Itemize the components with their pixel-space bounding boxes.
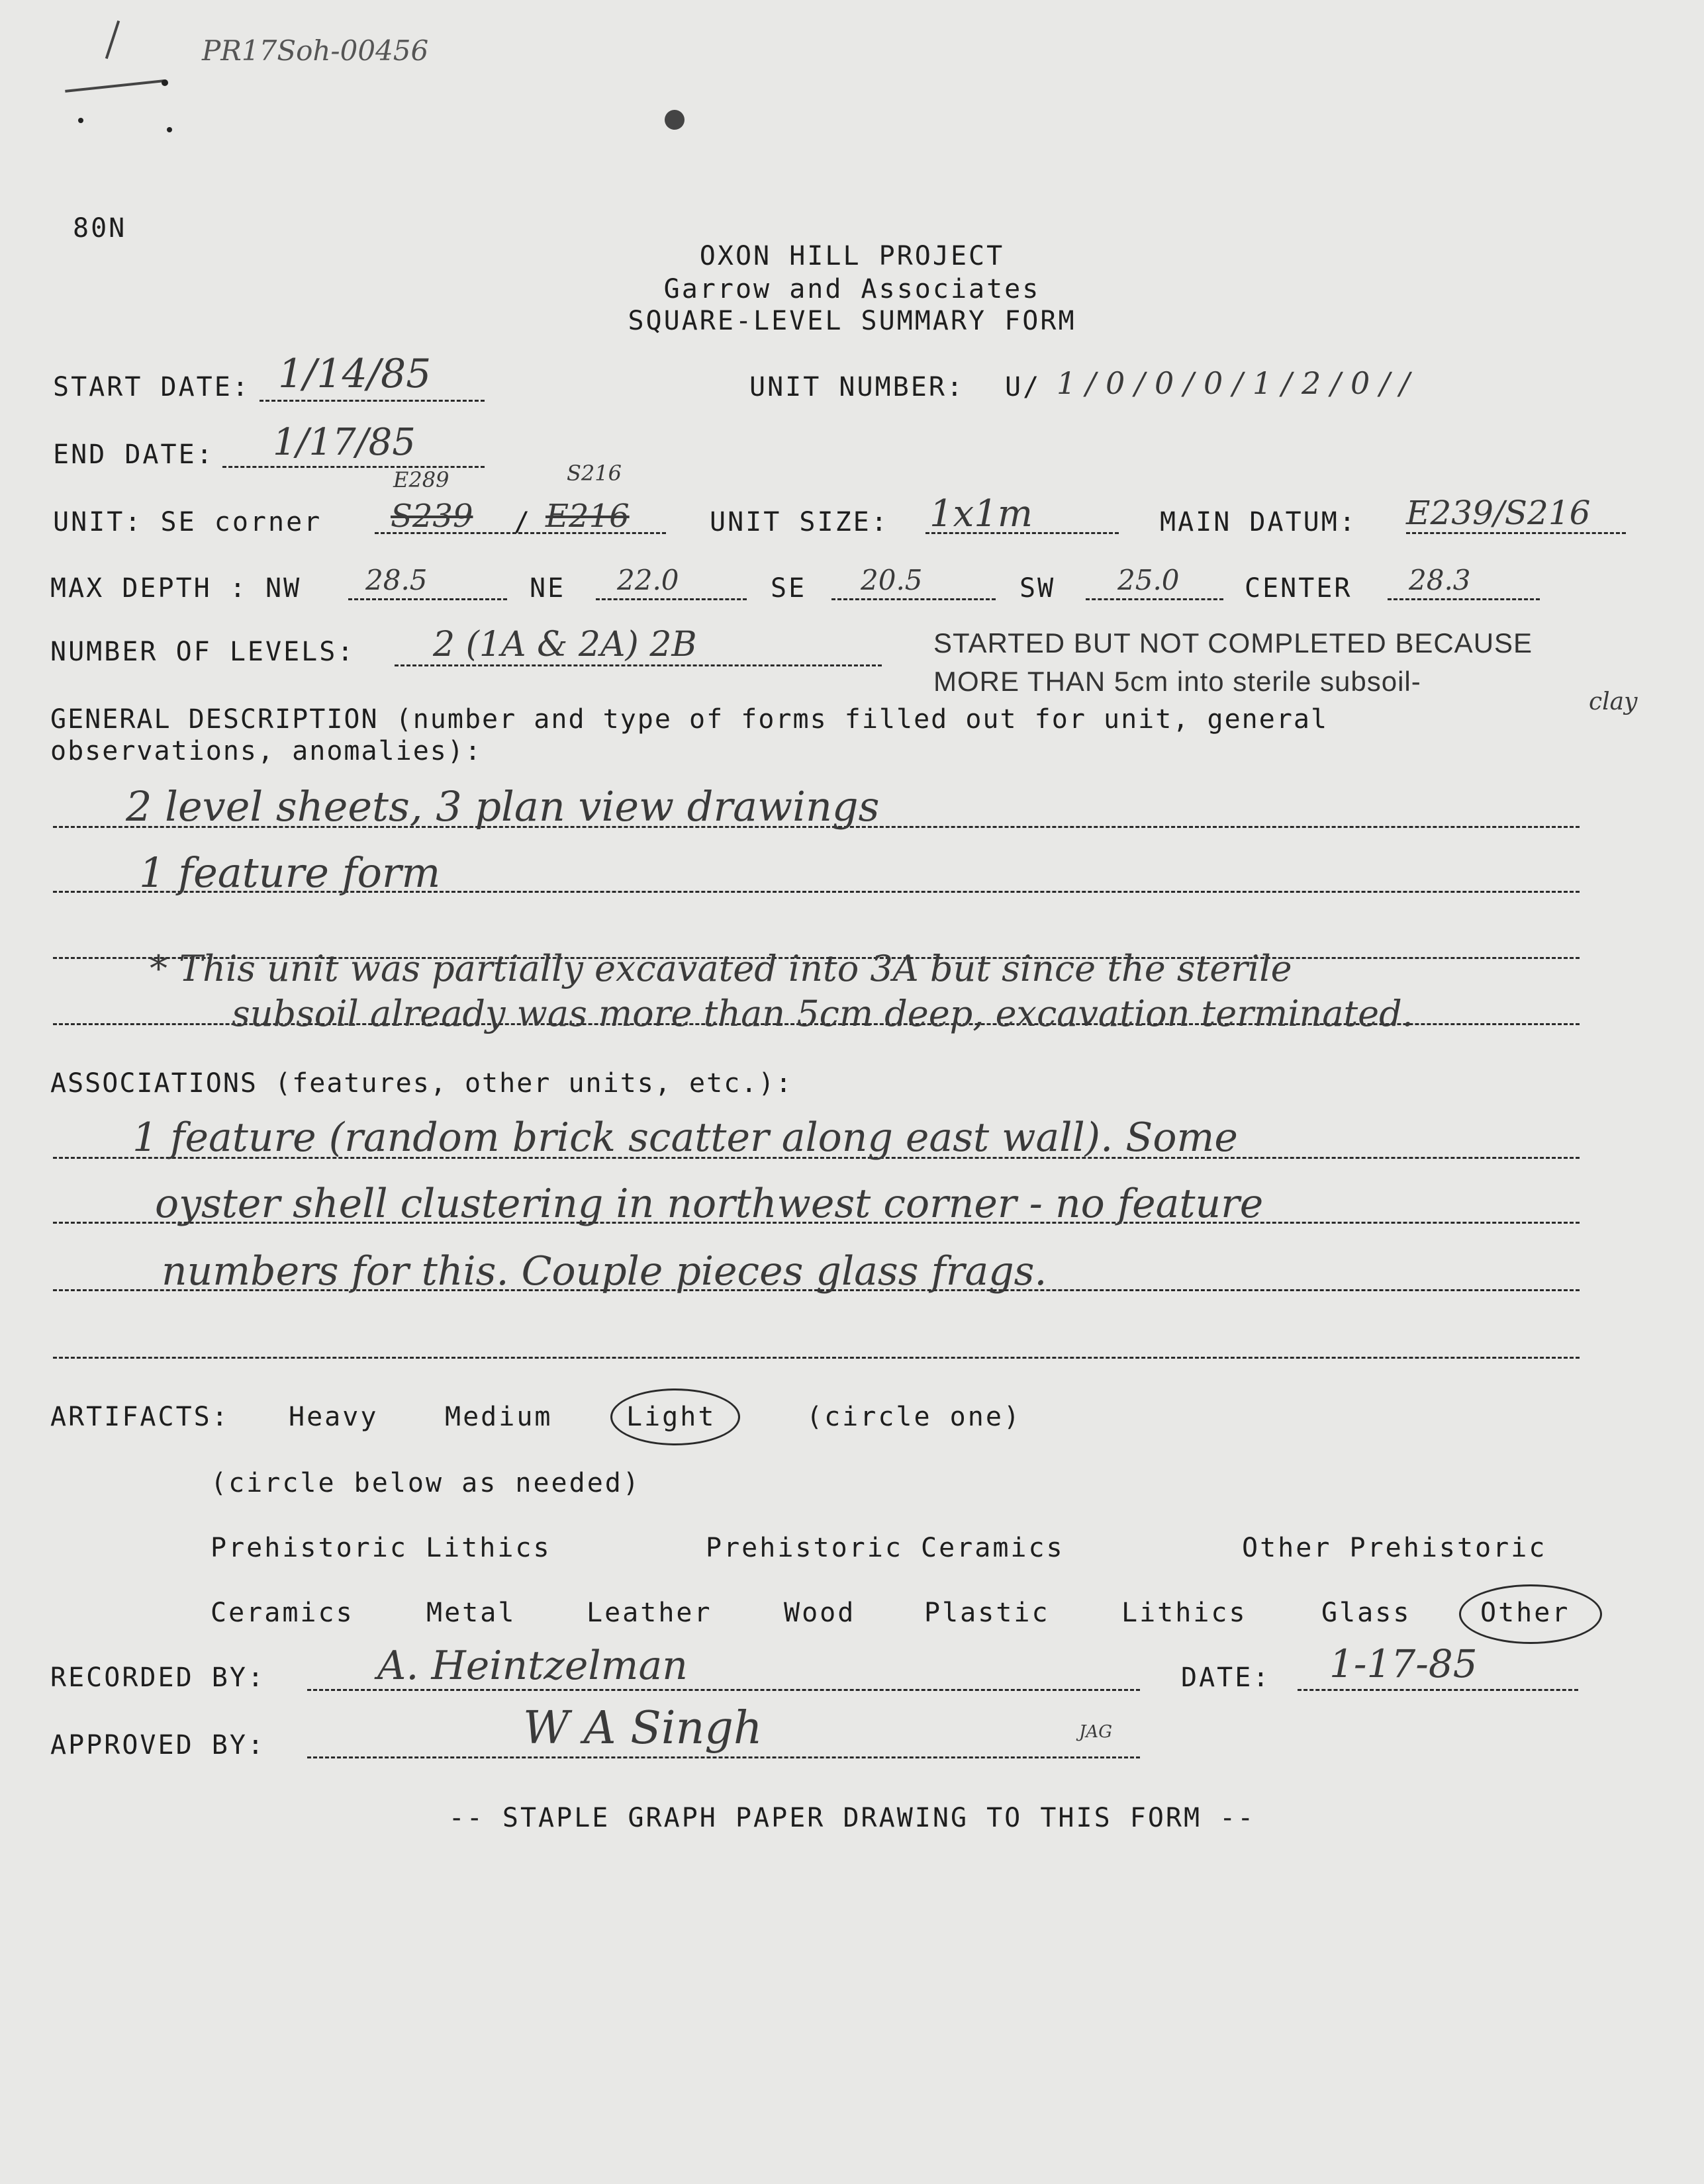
assoc-entry-1: 1 feature (random brick scatter along east wall). Some — [132, 1115, 1238, 1161]
ne-label: NE — [530, 573, 566, 604]
circle-below-instruction: (circle below as needed) — [211, 1468, 641, 1498]
approved-by-signature: W A Singh — [523, 1702, 763, 1754]
approved-initials: JAG — [1079, 1722, 1112, 1742]
artifact-ceramics[interactable]: Ceramics — [211, 1598, 354, 1628]
assoc-entry-2: oyster shell clustering in northwest corner - no feature — [155, 1181, 1264, 1227]
levels-line — [395, 664, 882, 666]
speck — [162, 79, 168, 86]
ne-depth-line — [596, 598, 747, 600]
company-name: Garrow and Associates — [663, 274, 1041, 304]
levels-label: NUMBER OF LEVELS: — [50, 637, 355, 667]
nw-depth-value: 28.5 — [365, 564, 428, 596]
punch-hole — [665, 110, 685, 130]
sw-depth-value: 25.0 — [1117, 564, 1180, 596]
staple-instruction: -- STAPLE GRAPH PAPER DRAWING TO THIS FORM -- — [448, 1803, 1256, 1833]
unit-struck-south: S239 — [391, 498, 473, 535]
levels-note-line1: STARTED BUT NOT COMPLETED BECAUSE — [933, 627, 1533, 659]
artifact-amount-heavy[interactable]: Heavy — [289, 1402, 379, 1432]
max-depth-label: MAX DEPTH : NW — [50, 573, 302, 604]
sw-label: SW — [1019, 573, 1056, 604]
light-selection-circle — [610, 1388, 740, 1445]
assoc-line-4 — [53, 1357, 1580, 1359]
speck — [167, 127, 172, 132]
artifact-prehistoric-lithics[interactable]: Prehistoric Lithics — [211, 1533, 551, 1563]
se-depth-line — [831, 598, 996, 600]
circle-one-instruction: (circle one) — [806, 1402, 1021, 1432]
unit-label: UNIT: SE corner — [53, 507, 322, 537]
unit-size-label: UNIT SIZE: — [710, 507, 889, 537]
artifact-metal[interactable]: Metal — [426, 1598, 516, 1628]
artifact-other[interactable]: Other — [1480, 1598, 1570, 1628]
gd-entry-1: 2 level sheets, 3 plan view drawings — [126, 782, 880, 831]
artifact-amount-medium[interactable]: Medium — [445, 1402, 553, 1432]
corner-mark — [105, 21, 120, 59]
unit-correction-east: E289 — [393, 467, 450, 492]
unit-number-prefix: U/ — [1005, 372, 1041, 402]
assoc-entry-3: numbers for this. Couple pieces glass frags. — [162, 1248, 1047, 1295]
artifact-glass[interactable]: Glass — [1321, 1598, 1411, 1628]
se-label: SE — [771, 573, 807, 604]
main-datum-label: MAIN DATUM: — [1160, 507, 1357, 537]
recorded-by-label: RECORDED BY: — [50, 1662, 265, 1693]
gd-entry-4: subsoil already was more than 5cm deep, excavation terminated. — [232, 993, 1413, 1034]
approved-by-label: APPROVED BY: — [50, 1730, 265, 1760]
unit-line — [375, 532, 666, 534]
project-title: OXON HILL PROJECT — [699, 241, 1005, 271]
center-label: CENTER — [1245, 573, 1352, 604]
recorded-by-signature: A. Heintzelman — [377, 1643, 688, 1689]
signoff-date-value: 1-17-85 — [1329, 1641, 1478, 1686]
sw-depth-line — [1086, 598, 1223, 600]
se-depth-value: 20.5 — [861, 564, 923, 596]
artifact-leather[interactable]: Leather — [587, 1598, 712, 1628]
recorded-by-line — [307, 1689, 1140, 1691]
end-date-label: END DATE: — [53, 439, 214, 470]
other-selection-circle — [1459, 1584, 1602, 1644]
artifact-lithics[interactable]: Lithics — [1121, 1598, 1247, 1628]
signoff-date-line — [1298, 1689, 1578, 1691]
unit-size-line — [925, 532, 1119, 534]
unit-size-value: 1x1m — [929, 492, 1033, 535]
unit-number-label: UNIT NUMBER: — [749, 372, 965, 402]
unit-number-value: 1 / 0 / 0 / 0 / 1 / 2 / 0 / / — [1057, 365, 1410, 401]
unit-correction-south: S216 — [567, 461, 622, 486]
corner-mark — [65, 79, 164, 93]
start-date-line — [260, 400, 485, 402]
levels-note-line2: MORE THAN 5cm into sterile subsoil- — [933, 666, 1421, 697]
unit-slash: / — [514, 507, 532, 537]
nw-depth-line — [348, 598, 507, 600]
general-description-label: GENERAL DESCRIPTION (number and type of forms filled out for unit, general — [50, 704, 1329, 735]
artifact-other-prehistoric[interactable]: Other Prehistoric — [1242, 1533, 1547, 1563]
gd-entry-3: * This unit was partially excavated into 3A but since the sterile — [150, 948, 1292, 989]
form-title: SQUARE-LEVEL SUMMARY FORM — [628, 306, 1076, 336]
unit-struck-east: E216 — [545, 498, 630, 535]
approved-by-line — [307, 1756, 1140, 1758]
artifact-plastic[interactable]: Plastic — [924, 1598, 1050, 1628]
gd-entry-2: 1 feature form — [139, 848, 441, 897]
artifact-wood[interactable]: Wood — [784, 1598, 856, 1628]
end-date-value: 1/17/85 — [273, 421, 416, 464]
artifact-amount-light[interactable]: Light — [626, 1402, 716, 1432]
main-datum-line — [1406, 532, 1626, 534]
center-depth-value: 28.3 — [1409, 564, 1471, 596]
associations-label: ASSOCIATIONS (features, other units, etc.): — [50, 1068, 793, 1099]
levels-note-line3: clay — [1589, 688, 1638, 715]
artifact-prehistoric-ceramics[interactable]: Prehistoric Ceramics — [706, 1533, 1065, 1563]
artifacts-label: ARTIFACTS: — [50, 1402, 230, 1432]
speck — [78, 118, 83, 123]
main-datum-value: E239/S216 — [1406, 494, 1591, 532]
archive-id: PR17Soh-00456 — [202, 34, 429, 67]
start-date-label: START DATE: — [53, 372, 250, 402]
center-depth-line — [1388, 598, 1540, 600]
date-label: DATE: — [1181, 1662, 1271, 1693]
general-description-label-cont: observations, anomalies): — [50, 736, 483, 766]
levels-value: 2 (1A & 2A) 2B — [433, 625, 697, 664]
start-date-value: 1/14/85 — [278, 351, 432, 397]
grid-label: 80N — [73, 213, 127, 244]
ne-depth-value: 22.0 — [617, 564, 679, 596]
